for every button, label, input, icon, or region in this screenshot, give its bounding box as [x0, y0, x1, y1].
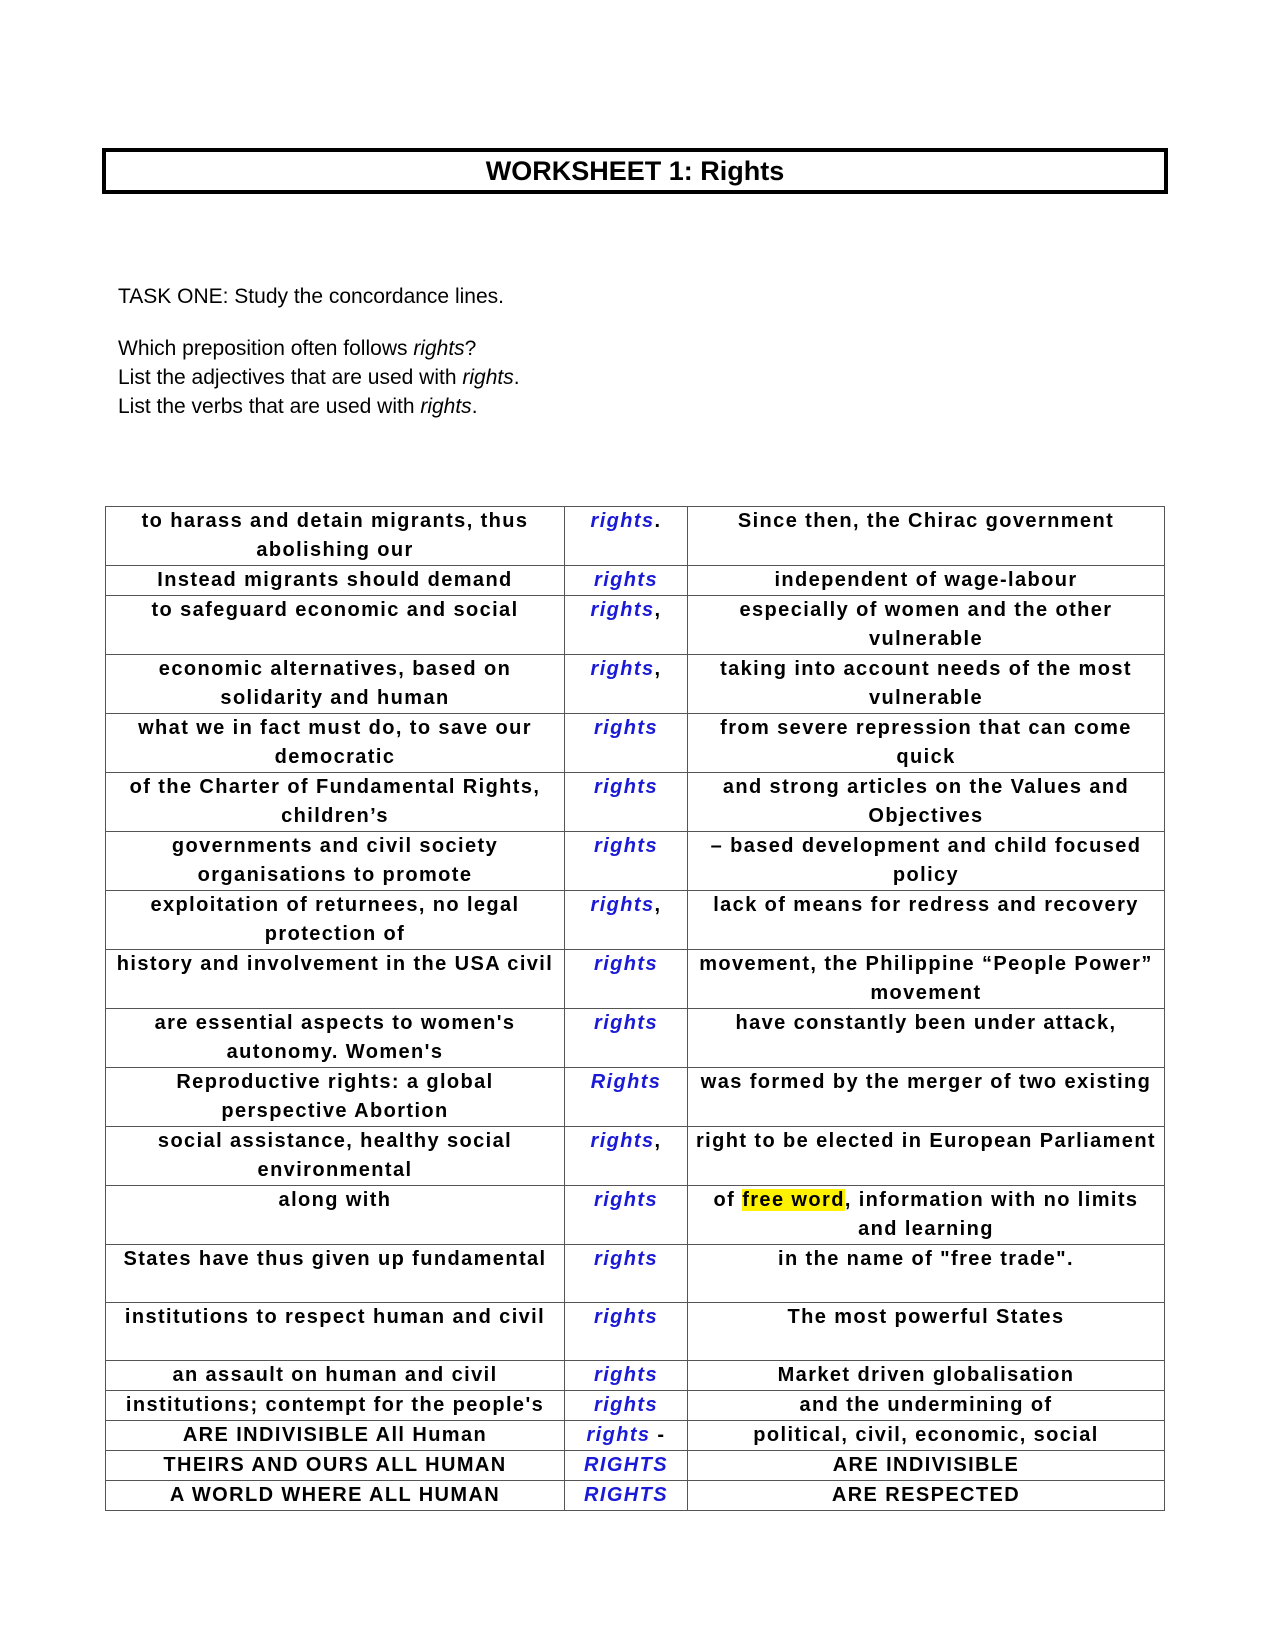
keyword: rights [594, 569, 658, 591]
right-context: ARE INDIVISIBLE [688, 1451, 1165, 1481]
keyword: rights [594, 1189, 658, 1211]
keyword-cell [565, 832, 688, 891]
keyword-cell [565, 714, 688, 773]
question-3: List the verbs that are used with rights. [118, 395, 478, 418]
keyword-cell [565, 1391, 688, 1421]
left-context: to safeguard economic and social [106, 596, 565, 655]
keyword-cell [565, 1245, 688, 1303]
highlighted-phrase: free word [742, 1189, 845, 1211]
left-context: economic alternatives, based on solidarity and human [106, 655, 565, 714]
left-context: governments and civil society organisations to promote [106, 832, 565, 891]
table-row [106, 1391, 1165, 1421]
left-context: Instead migrants should demand [106, 566, 565, 596]
keyword-cell [565, 1068, 688, 1127]
concordance-table [105, 506, 1165, 1511]
question-1: Which preposition often follows rights? [118, 337, 477, 360]
keyword-cell [565, 507, 688, 566]
table-row [106, 1068, 1165, 1127]
right-context: independent of wage-labour [688, 566, 1165, 596]
keyword: RIGHTS [584, 1454, 668, 1476]
table-row [106, 1451, 1165, 1481]
left-context: States have thus given up fundamental [106, 1245, 565, 1303]
keyword-punctuation: , [654, 658, 662, 680]
keyword-cell [565, 566, 688, 596]
table-row [106, 1481, 1165, 1511]
keyword: RIGHTS [584, 1484, 668, 1506]
right-context: political, civil, economic, social [688, 1421, 1165, 1451]
left-context: to harass and detain migrants, thus abolishing our [106, 507, 565, 566]
right-context: and strong articles on the Values and Objectives [688, 773, 1165, 832]
task-heading: TASK ONE: Study the concordance lines. [118, 285, 504, 308]
keyword: rights [594, 1364, 658, 1386]
keyword-punctuation: , [654, 1130, 662, 1152]
left-context: an assault on human and civil [106, 1361, 565, 1391]
keyword-cell [565, 950, 688, 1009]
keyword: rights [590, 510, 655, 532]
left-context: institutions; contempt for the people's [106, 1391, 565, 1421]
right-context [688, 1186, 1165, 1245]
right-context: and the undermining of [688, 1391, 1165, 1421]
table-row [106, 950, 1165, 1009]
keyword: Rights [590, 1071, 662, 1093]
table-row [106, 1303, 1165, 1361]
right-context: movement, the Philippine “People Power” movement [688, 950, 1165, 1009]
table-row [106, 1186, 1165, 1245]
table-row [106, 891, 1165, 950]
table-row [106, 655, 1165, 714]
worksheet-title-text: WORKSHEET 1: Rights [485, 155, 785, 186]
keyword: rights [590, 599, 655, 621]
keyword-cell [565, 891, 688, 950]
right-context: was formed by the merger of two existing [688, 1068, 1165, 1127]
right-context: in the name of "free trade". [688, 1245, 1165, 1303]
keyword-cell [565, 655, 688, 714]
keyword-cell [565, 1186, 688, 1245]
left-context: along with [106, 1186, 565, 1245]
table-row [106, 507, 1165, 566]
table-row [106, 1127, 1165, 1186]
keyword: rights [586, 1424, 651, 1446]
keyword: rights [594, 835, 658, 857]
right-context: from severe repression that can come quick [688, 714, 1165, 773]
left-context: are essential aspects to women's autonomy. Women's [106, 1009, 565, 1068]
table-row [106, 566, 1165, 596]
keyword-punctuation: . [654, 510, 662, 532]
right-context: right to be elected in European Parliament [688, 1127, 1165, 1186]
keyword: rights [594, 717, 658, 739]
right-context: Market driven globalisation [688, 1361, 1165, 1391]
keyword: rights [590, 1130, 655, 1152]
table-row [106, 773, 1165, 832]
keyword-cell [565, 1127, 688, 1186]
keyword-cell [565, 1481, 688, 1511]
keyword: rights [594, 776, 658, 798]
keyword-punctuation: , [654, 894, 662, 916]
keyword-cell [565, 596, 688, 655]
keyword-cell [565, 1303, 688, 1361]
keyword: rights [590, 894, 655, 916]
worksheet-title [102, 148, 1168, 194]
table-row [106, 1009, 1165, 1068]
table-row [106, 596, 1165, 655]
keyword-cell [565, 1361, 688, 1391]
right-context: Since then, the Chirac government [688, 507, 1165, 566]
table-row [106, 832, 1165, 891]
left-context: institutions to respect human and civil [106, 1303, 565, 1361]
keyword: rights [594, 1394, 658, 1416]
right-context: have constantly been under attack, [688, 1009, 1165, 1068]
left-context: ARE INDIVISIBLE All Human [106, 1421, 565, 1451]
right-context: The most powerful States [688, 1303, 1165, 1361]
left-context: social assistance, healthy social environmental [106, 1127, 565, 1186]
right-context: especially of women and the other vulnerable [688, 596, 1165, 655]
keyword-cell [565, 1009, 688, 1068]
keyword-cell [565, 773, 688, 832]
table-row [106, 1361, 1165, 1391]
table-row [106, 1245, 1165, 1303]
keyword-cell [565, 1421, 688, 1451]
keyword: rights [594, 1248, 658, 1270]
right-context: ARE RESPECTED [688, 1481, 1165, 1511]
keyword: rights [594, 1012, 658, 1034]
table-row [106, 714, 1165, 773]
left-context: exploitation of returnees, no legal protection of [106, 891, 565, 950]
question-list [118, 334, 520, 421]
keyword: rights [594, 1306, 658, 1328]
right-context-prefix: of [713, 1189, 743, 1211]
left-context: THEIRS AND OURS ALL HUMAN [106, 1451, 565, 1481]
right-context: taking into account needs of the most vulnerable [688, 655, 1165, 714]
right-context-rest: , information with no limits and learning [844, 1189, 1139, 1240]
left-context: history and involvement in the USA civil [106, 950, 565, 1009]
question-2: List the adjectives that are used with rights. [118, 366, 520, 389]
keyword: rights [590, 658, 655, 680]
keyword: rights [594, 953, 658, 975]
keyword-punctuation: - [650, 1424, 666, 1446]
left-context: what we in fact must do, to save our democratic [106, 714, 565, 773]
left-context: A WORLD WHERE ALL HUMAN [106, 1481, 565, 1511]
table-row [106, 1421, 1165, 1451]
right-context: lack of means for redress and recovery [688, 891, 1165, 950]
right-context: – based development and child focused policy [688, 832, 1165, 891]
keyword-cell [565, 1451, 688, 1481]
left-context: Reproductive rights: a global perspective Abortion [106, 1068, 565, 1127]
left-context: of the Charter of Fundamental Rights, children’s [106, 773, 565, 832]
keyword-punctuation: , [654, 599, 662, 621]
